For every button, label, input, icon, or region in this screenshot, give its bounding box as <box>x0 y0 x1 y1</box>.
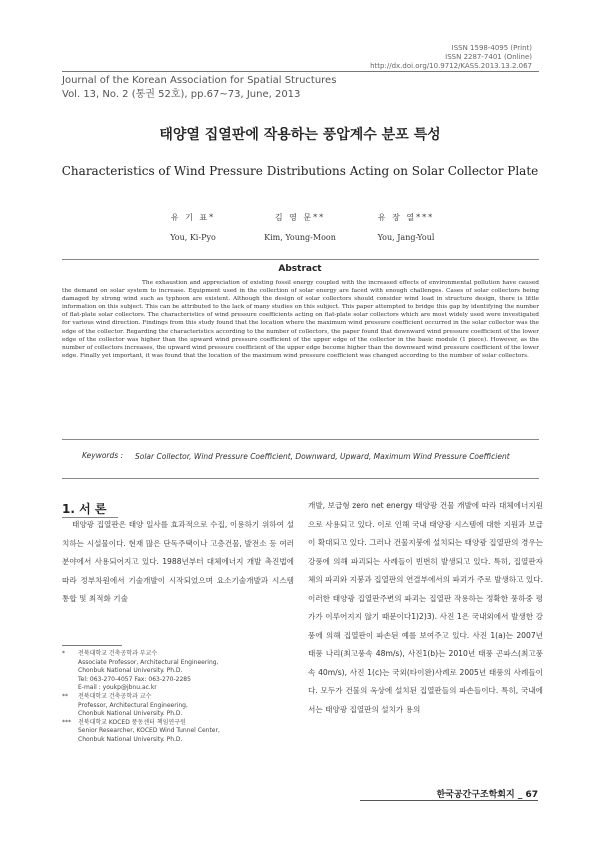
author-1-en: You, Ki-Pyo <box>170 233 216 242</box>
journal-info <box>62 74 336 102</box>
abstract-text: The exhaustion and appreciation of existing fossil energy coupled with the increased effects of environmental pollution have caused the demand on solar system to increase. Equipment used in the collection of solar energy are faced with enough challenges. Cases of solar collectors being damaged by strong wind such as typhoon are existent. Although the design of solar collectors should consider wind load in structure design, there is little information on this subject. This can be attributed to the lack of many studies on this subject. This paper attempted to bridge this gap by identifying the number of flat-plate solar collectors. The characteristics of wind pressure coefficients acting on flat-plate solar collectors which are most widely used were investigated for various wind direction. Findings from this study found that the location where the maximum wind pressure coefficient occurred in the solar collector was the edge of the collector. Regarding the characteristics according to the number of collectors, the paper found that downward wind pressure coefficient of the lower edge of the collector was higher than the upward wind pressure coefficient of the upper edge of the collector in the basic module (1 piece). However, as the number of collectors increases, the upward wind pressure coefficient of the upper edge become higher than the downward wind pressure coefficient of the lower edge. Finally yet important, it was found that the location of the maximum wind pressure coefficient was changed according to the number of solar collectors. <box>62 280 539 359</box>
author-2-ko: 김 영 문** <box>274 213 326 222</box>
footnote-2 <box>62 693 292 719</box>
title-korean: 태양열 집열판에 작용하는 풍압계수 분포 특성 <box>159 127 441 143</box>
author-1-ko: 유 기 표* <box>170 213 216 222</box>
footnote-line: Chonbuk National University. Ph.D. <box>78 710 183 718</box>
volume-line: Vol. 13, No. 2 (통권 52호), pp.67~73, June, 2013 <box>62 89 301 100</box>
page-footer: 한국공간구조학회지 _ 67 <box>436 790 538 800</box>
author-2 <box>240 208 360 248</box>
footnote-line: Tel: 063-270-4057 Fax: 063-270-2285 <box>78 675 191 683</box>
keywords-rule <box>62 478 539 479</box>
page-footer-rule <box>360 800 538 801</box>
issn-online: ISSN 2287-7401 (Online) <box>445 53 532 61</box>
section-heading: 1. 서 론 <box>62 502 107 516</box>
body-left-text: 태양광 집열판은 태양 일사를 효과적으로 수집, 이용하기 위하여 설치하는 시설물이다. 현재 많은 단독주택이나 고층건물, 발전소 등 여러 분야에서 사용되어지고 있다. 1988년부터 대체에너지 개발 촉진법에 따라 정부차원에서 기술개발이 시작되었으며 요소기술개발과 시스템 통합 및 최적화 기술 <box>62 520 294 603</box>
journal-name: Journal of the Korean Association for Spatial Structures <box>62 75 337 86</box>
footnote-line: Professor, Architectural Engineering, <box>78 701 188 709</box>
footnote-line: Senior Researcher, KOCED Wind Tunnel Center, <box>78 727 220 735</box>
footnote-line: 전북대학교 건축공학과 교수 <box>78 692 152 700</box>
footnote-email[interactable]: E-mail : youkp@jbnu.ac.kr <box>78 684 157 692</box>
abstract-rule-bottom <box>62 439 539 440</box>
footnote-1-mark: * <box>62 650 65 657</box>
abstract-rule-top <box>62 259 539 260</box>
footnote-line: 전북대학교 KOCED 풍동센터 책임연구원 <box>78 718 186 726</box>
footnote-1 <box>62 650 292 693</box>
footnote-line: Chonbuk National University. Ph.D. <box>78 667 183 675</box>
author-3-ko: 유 장 열*** <box>377 213 435 222</box>
footnote-rule <box>62 645 122 646</box>
body-left-column <box>62 516 294 609</box>
footnote-line: 전북대학교 건축공학과 부교수 <box>78 650 158 657</box>
abstract-heading: Abstract <box>278 264 322 274</box>
footnote-2-mark: ** <box>62 692 68 700</box>
author-2-en: Kim, Young-Moon <box>264 233 336 242</box>
footnote-line: Chonbuk National University. Ph.D. <box>78 735 183 743</box>
issn-print: ISSN 1598-4095 (Print) <box>451 44 532 52</box>
doi-link[interactable]: http://dx.doi.org/10.9712/KASS.2013.13.2.067 <box>370 62 532 70</box>
footnote-3 <box>62 719 292 745</box>
footnote-3-mark: *** <box>62 718 71 726</box>
keywords-text: Solar Collector, Wind Pressure Coefficient, Downward, Upward, Maximum Wind Pressure Coefficient <box>135 452 510 461</box>
author-1 <box>133 208 253 248</box>
keywords-label: Keywords : <box>82 451 124 460</box>
header-rule <box>62 71 539 72</box>
body-right-text: 개발, 보급형 zero net energy 태양광 건물 개발에 따라 대체에너지원으로 사용되고 있다. 이로 인해 국내 태양광 시스템에 대한 지원과 보급이 확대되고 있다. 그러나 건물지붕에 설치되는 태양광 집열판의 경우는 강풍에 의해 파괴되는 사례들이 빈번히 발생되고 있다. 특히, 집열판자체의 파괴와 지붕과 집열판의 연결부에서의 파괴가 주로 발생하고 있다. 이러한 태양광 집열판주변의 파괴는 집열판 작용하는 정확한 풍하중 평가가 이루어지지 않기 때문이다1)2)3). 사진 1은 국내외에서 발생한 강풍에 의해 집열판이 파손된 예를 보여주고 있다. 사진 1(a)는 2007년 태풍 나리(최고풍속 48m/s), 사진1(b)는 2010년 태풍 곤파스(최고풍속 40m/s), 사진 1(c)는 국외(타이완)사례로 2005년 태풍의 사례들이다. 모두가 건물의 옥상에 설치된 집열판들의 파손들이다. 특히, 국내에서는 태양광 집열판의 설치가 용의 <box>308 501 543 714</box>
footnote-line: Associate Professor, Architectural Engineering, <box>78 658 219 666</box>
footnotes <box>62 650 292 745</box>
title-english: Characteristics of Wind Pressure Distributions Acting on Solar Collector Plate <box>61 164 539 178</box>
author-3-en: You, Jang-Youl <box>377 233 435 242</box>
author-3 <box>346 208 466 248</box>
